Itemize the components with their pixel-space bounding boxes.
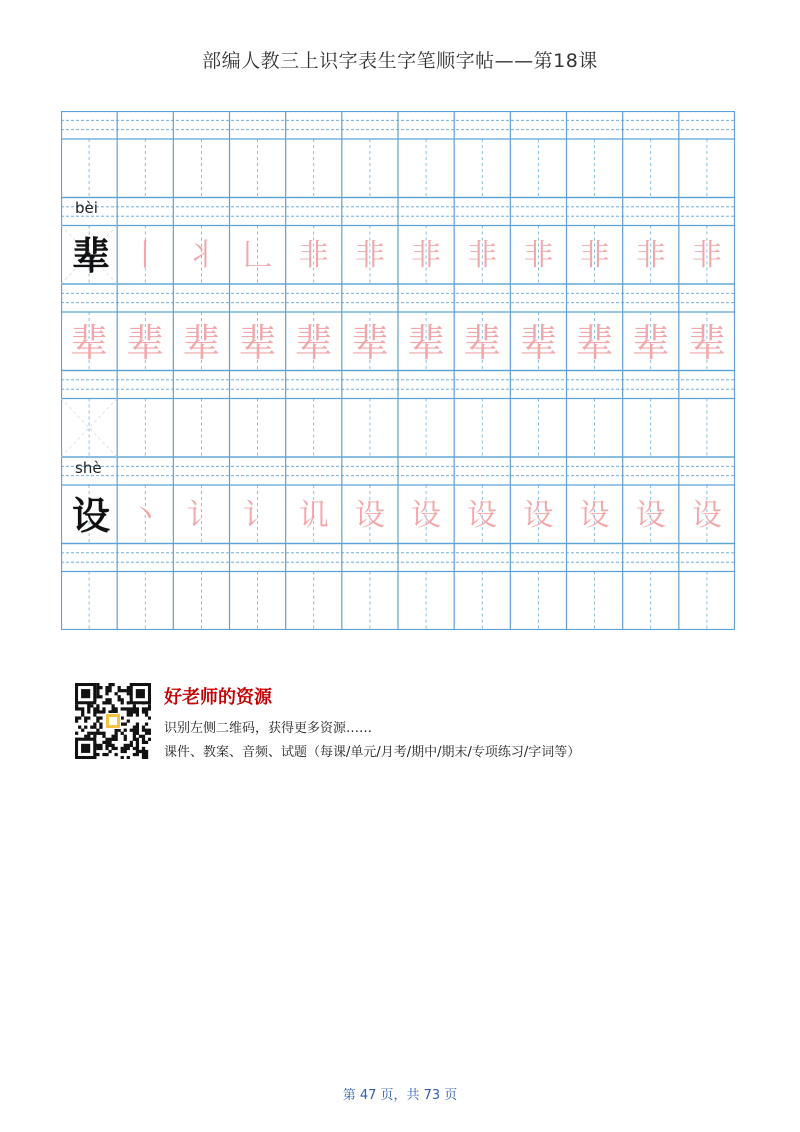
trace-bei-4: 辈 xyxy=(238,321,277,365)
model-char-bei: 辈 xyxy=(71,233,110,278)
stroke-she-9: 设 xyxy=(579,498,610,533)
trace-bei-5: 辈 xyxy=(294,321,333,365)
trace-bei-6: 辈 xyxy=(350,321,389,365)
stroke-she-3: 讠 xyxy=(242,498,273,533)
stroke-she-5: 设 xyxy=(354,498,385,533)
stroke-bei-1: 丨 xyxy=(130,238,161,273)
trace-bei-9: 辈 xyxy=(519,321,558,365)
trace-bei-7: 辈 xyxy=(406,321,445,365)
pinyin-bei: bèi xyxy=(75,199,98,217)
qr-code-icon[interactable] xyxy=(75,683,151,759)
stroke-bei-10: 非 xyxy=(635,238,666,273)
stroke-she-7: 设 xyxy=(467,498,498,533)
resource-title: 好老师的资源 xyxy=(164,687,272,708)
trace-bei-11: 辈 xyxy=(631,321,670,365)
stroke-she-1: 丶 xyxy=(130,498,161,533)
trace-bei-2: 辈 xyxy=(126,321,165,365)
stroke-bei-5: 非 xyxy=(354,238,385,273)
stroke-bei-8: 非 xyxy=(523,238,554,273)
page-title: 部编人教三上识字表生字笔顺字帖——第18课 xyxy=(202,50,598,72)
stroke-bei-3: 𠃊 xyxy=(242,238,273,273)
resource-line-2: 课件、教案、音频、试题（每课/单元/月考/期中/期末/专项练习/字词等） xyxy=(164,745,581,760)
trace-bei-12: 辈 xyxy=(687,321,726,365)
stroke-bei-9: 非 xyxy=(579,238,610,273)
resource-block xyxy=(75,683,715,763)
practice-grid xyxy=(61,111,735,630)
trace-bei-8: 辈 xyxy=(463,321,502,365)
stroke-she-11: 设 xyxy=(691,498,722,533)
pinyin-she: shè xyxy=(75,459,102,477)
stroke-bei-7: 非 xyxy=(467,238,498,273)
trace-bei-10: 辈 xyxy=(575,321,614,365)
stroke-bei-11: 非 xyxy=(691,238,722,273)
stroke-bei-2: 丬 xyxy=(186,238,217,273)
stroke-she-6: 设 xyxy=(411,498,441,533)
trace-bei-3: 辈 xyxy=(182,321,221,365)
resource-line-1: 识别左侧二维码，获得更多资源…… xyxy=(164,721,373,736)
stroke-she-4: 讥 xyxy=(298,498,329,533)
stroke-bei-6: 非 xyxy=(411,238,441,273)
stroke-she-10: 设 xyxy=(635,498,666,533)
stroke-bei-4: 非 xyxy=(298,238,329,273)
trace-bei-1: 辈 xyxy=(69,321,108,365)
model-char-she: 设 xyxy=(71,493,110,538)
stroke-she-8: 设 xyxy=(523,498,554,533)
page-footer: 第 47 页，共 73 页 xyxy=(342,1088,458,1103)
stroke-she-2: 讠 xyxy=(186,498,217,533)
